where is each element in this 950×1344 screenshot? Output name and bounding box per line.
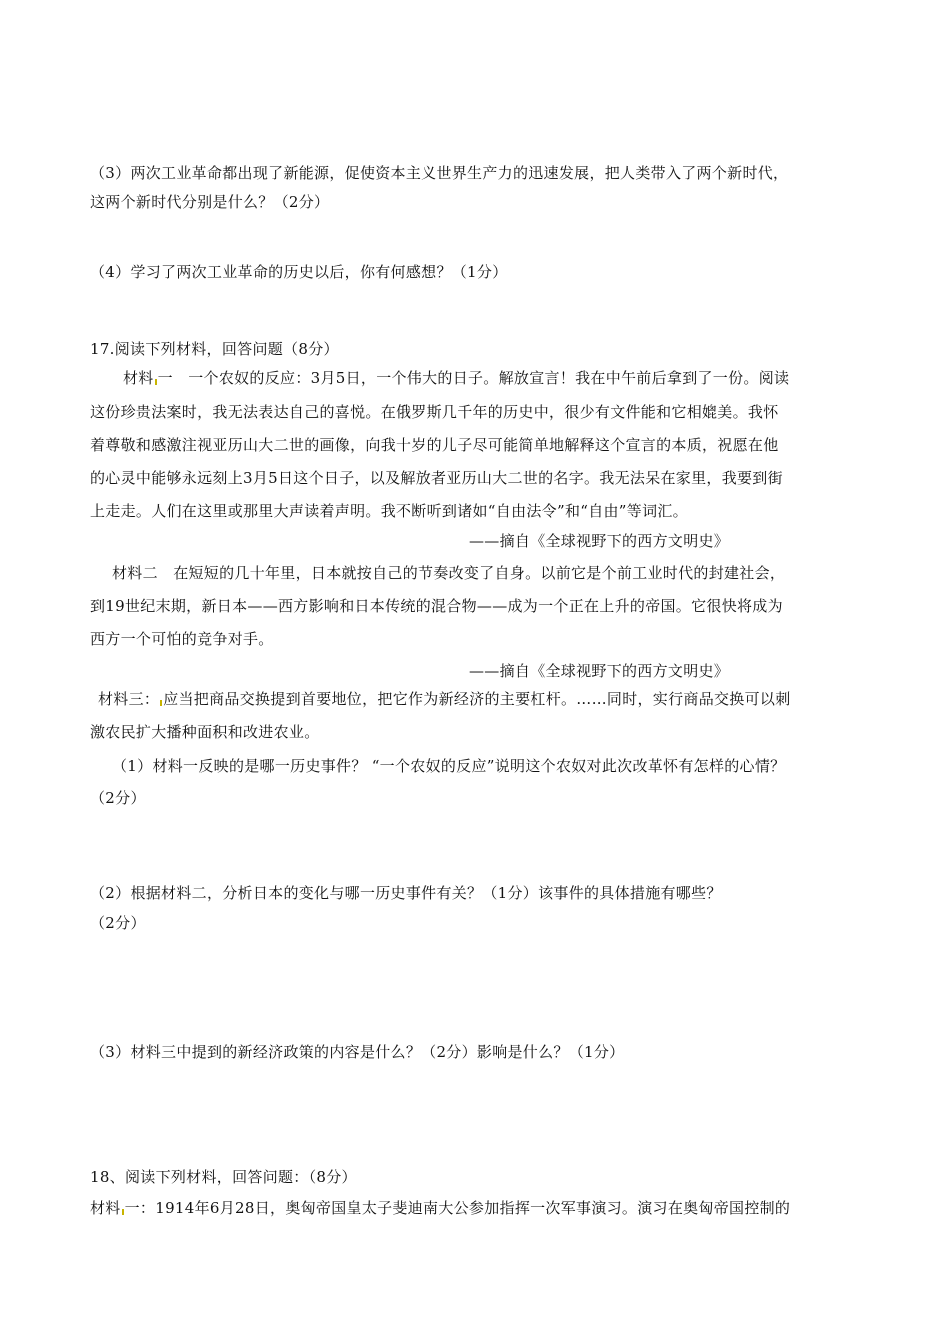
material-label: 材料 [123, 369, 154, 387]
material-text: ：1914年6月28日，奥匈帝国皇太子斐迪南大公参加指挥一次军事演习。演习在奥匈帝国控制的 [139, 1199, 791, 1217]
q17-material1-line4: 的心灵中能够永远刻上3月5日这个日子，以及解放者亚历山大二世的名字。我无法呆在家里，我要到街 [90, 469, 783, 487]
material-label: 材料 [90, 1199, 121, 1217]
q17-material1-line3: 着尊敬和感激注视亚历山大二世的画像，向我十岁的儿子尽可能简单地解释这个宣言的本质，祝愿在他 [90, 436, 779, 454]
q16-part3-line2: 这两个新时代分别是什么？（2分） [90, 193, 330, 211]
q16-part4: （4）学习了两次工业革命的历史以后，你有何感想？（1分） [90, 263, 508, 281]
material-text: 一个农奴的反应：3月5日，一个伟大的日子。解放宣言！我在中午前后拿到了一份。阅读 [172, 369, 790, 387]
q17-title: 17.阅读下列材料，回答问题（8分） [90, 340, 339, 358]
q17-material1-line1 [123, 368, 789, 388]
q17-question3: （3）材料三中提到的新经济政策的内容是什么？（2分）影响是什么？（1分） [90, 1043, 625, 1061]
q17-material2-source: ——摘自《全球视野下的西方文明史》 [469, 662, 730, 680]
q18-material1-line1 [90, 1198, 790, 1218]
annotation-mark-icon [155, 379, 157, 385]
q17-material1-line2: 这份珍贵法案时，我无法表达自己的喜悦。在俄罗斯几千年的历史中，很少有文件能和它相媲美。我怀 [90, 403, 779, 421]
q17-material3-line2: 激农民扩大播种面积和改进农业。 [90, 723, 320, 741]
material-label-number: 一 [157, 369, 173, 387]
q17-material3-line1 [98, 689, 791, 709]
q16-part3-line1: （3）两次工业革命都出现了新能源，促使资本主义世界生产力的迅速发展，把人类带入了两个新时代， [90, 164, 789, 182]
q17-material1-line5: 上走走。人们在这里或那里大声读着声明。我不断听到诸如“自由法令”和“自由”等词汇。 [90, 502, 688, 520]
annotation-mark-icon [160, 700, 162, 706]
material-label-number: 一 [124, 1199, 140, 1217]
q17-material1-source: ——摘自《全球视野下的西方文明史》 [469, 532, 730, 550]
q17-question1-line2: （2分） [90, 789, 146, 807]
material-label: 材料三： [98, 690, 160, 708]
q17-question1-line1: （1）材料一反映的是哪一历史事件？ “一个农奴的反应”说明这个农奴对此次改革怀有怎样的心情？ [112, 757, 786, 775]
q17-question2-line1: （2）根据材料二，分析日本的变化与哪一历史事件有关？（1分）该事件的具体措施有哪些？ [90, 884, 722, 902]
q17-material2-line2: 到19世纪末期，新日本——西方影响和日本传统的混合物——成为一个正在上升的帝国。它很快将成为 [90, 597, 783, 615]
material-text: 应当把商品交换提到首要地位，把它作为新经济的主要杠杆。……同时，实行商品交换可以刺 [163, 690, 791, 708]
annotation-mark-icon [122, 1209, 124, 1215]
q18-title: 18、阅读下列材料，回答问题：（8分） [90, 1168, 357, 1186]
q17-question2-line2: （2分） [90, 914, 146, 932]
q17-material2-line1: 材料二 在短短的几十年里，日本就按自己的节奏改变了自身。以前它是个前工业时代的封建社会， [112, 564, 786, 582]
q17-material2-line3: 西方一个可怕的竞争对手。 [90, 630, 274, 648]
